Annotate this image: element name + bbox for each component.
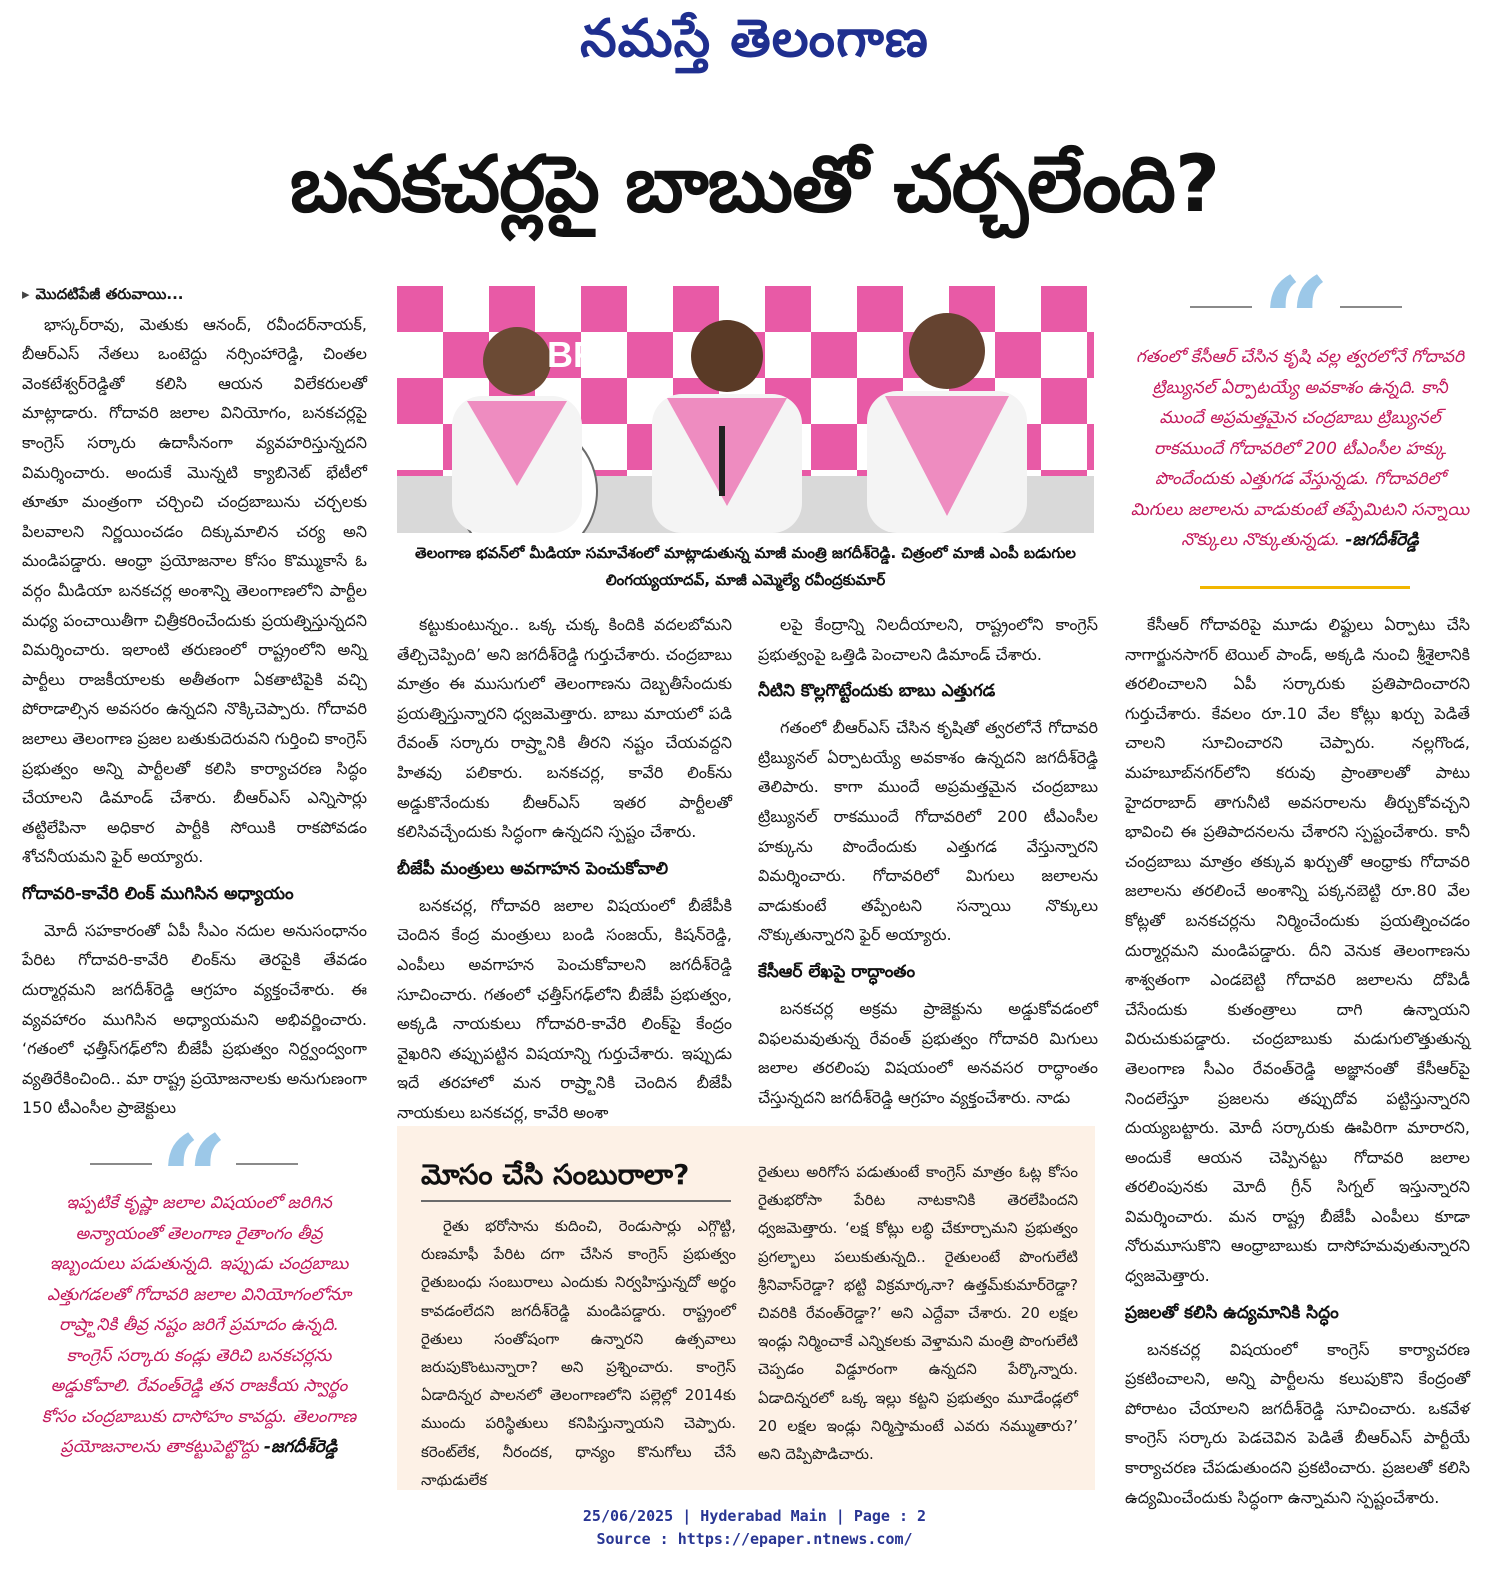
subheading: బీజేపీ మంత్రులు అవగాహన పెంచుకోవాలి — [397, 858, 669, 879]
pull-quote-author: -జగదీశ్‌రెడ్డి — [263, 1437, 338, 1457]
title-underline — [421, 1200, 731, 1202]
quote-divider-left — [90, 1163, 152, 1165]
quote-divider-left — [1190, 306, 1252, 308]
subheading: నీటిని కొల్లగొట్టేందుకు బాబు ఎత్తుగడ — [758, 681, 996, 702]
quote-open-icon: “ — [1262, 251, 1330, 390]
subheading: కేసీఆర్ లేఖపై రాద్ధాంతం — [758, 961, 916, 982]
quote-open-icon: “ — [160, 1109, 228, 1248]
quote-divider-right — [1340, 306, 1402, 308]
photo-illustration — [397, 286, 1094, 533]
footer-edition-info: 25/06/2025 | Hyderabad Main | Page : 2 — [582, 1507, 927, 1525]
continued-label — [22, 280, 367, 310]
quote-divider-right — [236, 1163, 298, 1165]
continued-text: మొదటిపేజీ తరువాయి... — [35, 285, 184, 303]
article-paragraph: లపై కేంద్రాన్ని నిలదీయాలని, రాష్ట్రంలోని కాంగ్రెస్ ప్రభుత్వంపై ఒత్తిడి పెంచాలని డిమాండ్ చేశారు. — [758, 615, 1098, 664]
quote-underline — [1200, 586, 1410, 589]
pull-quote-bottom — [40, 1188, 358, 1463]
column-2 — [397, 610, 732, 1128]
pull-quote-text: ఇప్పటికే కృష్ణా జలాల విషయంలో జరిగిన అన్యాయంతో తెలంగాణ రైతాంగం తీవ్ర ఇబ్బందులు పడుతున్నది. ఇప్పుడు చంద్రబాబు ఎత్తుగడలతో గోదావరి జలాల వినియోగంలోనూ రాష్ర్టానికి తీవ్ర నష్టం జరిగే ప్రమాదం ఉన్నది. కాంగ్రెస్ సర్కారు కండ్లు తెరిచి బనకచర్లను అడ్డుకోవాలి. రేవంత్‌రెడ్డి తన రాజకీయ స్వార్థం కోసం చంద్రబాబుకు దాసోహం కావద్దు. తెలంగాణ ప్రయోజనాలను తాకట్టుపెట్టొద్దు — [41, 1193, 357, 1457]
pull-quote-top — [1130, 342, 1470, 556]
article-paragraph: కేసీఆర్ గోదావరిపై మూడు లిఫ్టులు ఏర్పాటు చేసి నాగార్జునసాగర్ టెయిల్ పాండ్, అక్కడి నుంచి శ్రీశైలానికి తరలించాలని ఏపీ సర్కారుకు ప్రతిపాదించారని గుర్తుచేశారు. కేవలం రూ.10 వేల కోట్లు ఖర్చు పెడితే చాలని సూచించారని చెప్పారు. నల్లగొండ, మహబూబ్‌నగర్‌లోని కరువు ప్రాంతాలతో పాటు హైదరాబాద్ తాగునీటి అవసరాలను తీర్చుకోవచ్చని భావించి ఈ ప్రతిపాదనలను చేశారని స్పష్టంచేశారు. కానీ చంద్రబాబు మాత్రం తక్కువ ఖర్చుతో ఆంధ్రాకు గోదావరి జలాలను తరలించే అంశాన్ని పక్కనబెట్టి రూ.80 వేల కోట్లతో బనకచర్లను నిర్మించేందుకు ప్రయత్నించడం దుర్మార్గమని మండిపడ్డారు. దీని వెనుక తెలంగాణను శాశ్వతంగా ఎండబెట్టి గోదావరి జలాలను దోపిడీ చేసేందుకు కుతంత్రాలు దాగి ఉన్నాయని విరుచుకుపడ్డారు. చంద్రబాబుకు మడుగులొత్తుతున్న తెలంగాణ సీఎం రేవంత్‌రెడ్డి అజ్ఞానంతో కేసీఆర్‌పై నిందలేస్తూ ప్రజలను తప్పుదోవ పట్టిస్తున్నారని దుయ్యబట్టారు. మోదీ సర్కారుకు ఊపిరిగా మారారని, అందుకే ఆయన చెప్పినట్టు గోదావరి జలాల తరలింపునకు మోదీ గ్రీన్ సిగ్నల్ ఇస్తున్నారని విమర్శించారు. మన రాష్ట్ర బీజేపీ ఎంపీలు కూడా నోరుమూసుకొని ఆంధ్రాబాబుకు దాసోహమవుతున్నారని ధ్వజమెత్తారు. — [1125, 615, 1470, 1286]
pull-quote-author: -జగదీశ్‌రెడ్డి — [1345, 530, 1419, 550]
article-paragraph: గతంలో బీఆర్‌ఎస్ చేసిన కృషితో త్వరలోనే గోదావరి ట్రిబ్యునల్ ఏర్పాటయ్యే అవకాశం ఉన్నదని జగదీశ్‌రెడ్డి తెలిపారు. కాగా ముందే అప్రమత్తమైన చంద్రబాబు ట్రిబ్యునల్ రాకముందే గోదావరిలో 200 టీఎంసీల హక్కును పొందేందుకు ఎత్తుగడ వేస్తున్నారని విమర్శించారు. గోదావరిలో మిగులు జలాలను వాడుకుంటే తప్పేంటని సన్నాయి నొక్కులు నొక్కుతున్నారని ఫైర్ అయ్యారు. — [758, 718, 1098, 945]
photo-caption: తెలంగాణ భవన్‌లో మీడియా సమావేశంలో మాట్లాడుతున్న మాజీ మంత్రి జగదీశ్‌రెడ్డి. చిత్రంలో మాజీ ఎంపీ బడుగుల లింగయ్యయాదవ్, మాజీ ఎమ్మెల్యే రవీంద్రకుమార్ — [415, 544, 1076, 589]
column-1 — [22, 280, 367, 1123]
headline: బనకచర్లపై బాబుతో చర్చలేంది? — [289, 140, 1220, 230]
sidebar-story-right — [758, 1158, 1078, 1468]
footer-source: Source : https://epaper.ntnews.com/ — [596, 1530, 913, 1548]
article-paragraph: బనకచర్ల, గోదావరి జలాల విషయంలో బీజేపీకి చెందిన కేంద్ర మంత్రులు బండి సంజయ్, కిషన్‌రెడ్డి, ఎంపీలు అవగాహన పెంచుకోవాలని జగదీశ్‌రెడ్డి సూచించారు. గతంలో ఛత్తీస్‌గఢ్‌లోని బీజేపీ ప్రభుత్వం, అక్కడి నాయకులు గోదావరి-కావేరి లింక్‌పై కేంద్రం వైఖరిని తప్పుపట్టిన విషయాన్ని గుర్తుచేశారు. ఇప్పుడు ఇదే తరహాలో మన రాష్ర్టానికి చెందిన బీజేపీ నాయకులు బనకచర్ల, కావేరి అంశా — [397, 895, 732, 1122]
article-paragraph: కట్టుకుంటున్నం.. ఒక్క చుక్క కిందికి వదలబోమని తేల్చిచెప్పింది’ అని జగదీశ్‌రెడ్డి గుర్తుచేశారు. చంద్రబాబు మాత్రం ఈ ముసుగులో తెలంగాణను దెబ్బతీసేందుకు ప్రయత్నిస్తున్నారని ధ్వజమెత్తారు. బాబు మాయలో పడి రేవంత్ సర్కారు రాష్ర్టానికి తీరని నష్టం చేయవద్దని హితవు పలికారు. బనకచర్ల, కావేరి లింక్‌ను అడ్డుకొనేందుకు బీఆర్‌ఎస్ ఇతర పార్టీలతో కలిసివచ్చేందుకు సిద్ధంగా ఉన్నదని స్పష్టం చేశారు. — [397, 615, 732, 842]
subheading: గోదావరి-కావేరి లింక్ ముగిసిన అధ్యాయం — [22, 883, 294, 904]
pull-quote-text: గతంలో కేసీఆర్ చేసిన కృషి వల్ల త్వరలోనే గోదావరి ట్రిబ్యునల్ ఏర్పాటయ్యే అవకాశం ఉన్నది. కానీ ముందే అప్రమత్తమైన చంద్రబాబు ట్రిబ్యునల్ రాకముందే గోదావరిలో 200 టీఎంసీల హక్కు పొందేందుకు ఎత్తుగడ వేస్తున్నడు. గోదావరిలో మిగులు జలాలను వాడుకుంటే తప్పేమిటని సన్నాయి నొక్కులు నొక్కుతున్నడు. — [1130, 347, 1470, 550]
sidebar-story-left — [421, 1212, 736, 1494]
sidebar-story-title: మోసం చేసి సంబురాలా? — [421, 1158, 690, 1191]
triangle-icon: ▸ — [22, 285, 30, 303]
subheading: ప్రజలతో కలిసి ఉద్యమానికి సిద్ధం — [1125, 1302, 1339, 1323]
photo-brand-text: BRS — [547, 334, 624, 375]
column-3 — [758, 610, 1098, 1112]
press-meet-photo — [397, 286, 1094, 533]
article-paragraph: బనకచర్ల విషయంలో కాంగ్రెస్ కార్యాచరణ ప్రకటించాలని, అన్ని పార్టీలను కలుపుకొని కేంద్రంతో పోరాటం చేయాలని జగదీశ్‌రెడ్డి సూచించారు. ఒకవేళ కాంగ్రెస్ సర్కారు పెడచెవిన పెడితే బీఆర్‌ఎస్ పార్టీయే కార్యాచరణ చేపడుతుందని ప్రకటించారు. ప్రజలతో కలిసి ఉద్యమించేందుకు సిద్ధంగా ఉన్నామని స్పష్టంచేశారు. — [1125, 1339, 1470, 1507]
article-paragraph: మోదీ సహకారంతో ఏపీ సీఎం నదుల అనుసంధానం పేరిట గోదావరి-కావేరి లింక్‌ను తెరపైకి తేవడం దుర్మార్గమని జగదీశ్‌రెడ్డి ఆగ్రహం వ్యక్తంచేశారు. ఈ వ్యవహారం ముగిసిన అధ్యాయమని అభివర్ణించారు. ‘గతంలో ఛత్తీస్‌గఢ్‌లోని బీజేపీ ప్రభుత్వం నిర్ద్వంద్వంగా వ్యతిరేకించింది.. మా రాష్ట్ర ప్రయోజనాలకు అనుగుణంగా 150 టీఎంసీల ప్రాజెక్టులు — [22, 920, 367, 1118]
article-paragraph: భాస్కర్‌రావు, మెతుకు ఆనంద్, రవీందర్‌నాయక్, బీఆర్‌ఎస్ నేతలు ఒంటెద్దు నర్సింహారెడ్డి, చింతల వెంకటేశ్వర్‌రెడ్డితో కలిసి ఆయన విలేకరులతో మాట్లాడారు. గోదావరి జలాల వినియోగం, బనకచర్లపై కాంగ్రెస్ సర్కారు ఉదాసీనంగా వ్యవహరిస్తున్నదని విమర్శించారు. అందుకే మొన్నటి క్యాబినెట్ భేటీలో తూతూ మంత్రంగా చర్చించి చంద్రబాబును చర్చలకు పిలవాలని నిర్ణయించడం దిక్కుమాలిన చర్య అని మండిపడ్డారు. ఆంధ్రా ప్రయోజనాల కోసం కొమ్ముకాసే ఓ వర్గం మీడియా బనకచర్ల అంశాన్ని తెలంగాణలోని పార్టీల మధ్య పంచాయితీగా చిత్రీకరించేందుకు ప్రయత్నిస్తున్నదని విమర్శించారు. ఇలాంటి తరుణంలో రాష్ట్రంలోని అన్ని పార్టీలు రాజకీయాలకు అతీతంగా ఏకతాటిపైకి వచ్చి పోరాడాల్సిన అవసరం ఉన్నదని నొక్కిచెప్పారు. గోదావరి జలాలు తెలంగాణ ప్రజల బతుకుదెరువని గుర్తించి కాంగ్రెస్ ప్రభుత్వం అన్ని పార్టీలతో కలిసి కార్యాచరణ సిద్ధం చేయాలని డిమాండ్ చేశారు. బీఆర్‌ఎస్ ఎన్నిసార్లు తట్టిలేపినా అధికార పార్టీకి సోయికి రాకపోవడం శోచనీయమని ఫైర్ అయ్యారు. — [22, 314, 367, 867]
article-paragraph: బనకచర్ల అక్రమ ప్రాజెక్టును అడ్డుకోవడంలో విఫలమవుతున్న రేవంత్ ప్రభుత్వం గోదావరి మిగులు జలాల తరలింపు విషయంలో అనవసర రాద్ధాంతం చేస్తున్నదని జగదీశ్‌రెడ్డి ఆగ్రహం వ్యక్తంచేశారు. నాడు — [758, 998, 1098, 1107]
article-paragraph: రైతులు అరిగోస పడుతుంటే కాంగ్రెస్ మాత్రం ఓట్ల కోసం రైతుభరోసా పేరిట నాటకానికి తెరలేపిందని ధ్వజమెత్తారు. ‘లక్ష కోట్లు లబ్ధి చేకూర్చామని ప్రభుత్వం ప్రగల్భాలు పలుకుతున్నది.. రైతులంటే పొంగులేటి శ్రీనివాస్‌రెడ్డా? భట్టి విక్రమార్కనా? ఉత్తమ్‌కుమార్‌రెడ్డా? చివరికి రేవంత్‌రెడ్డా?’ అని ఎద్దేవా చేశారు. 20 లక్షల ఇండ్లు నిర్మించాకే ఎన్నికలకు వెళ్తామని మంత్రి పొంగులేటి చెప్పడం విడ్డూరంగా ఉన్నదని పేర్కొన్నారు. ఏడాదిన్నరలో ఒక్క ఇల్లు కట్టని ప్రభుత్వం మూడేండ్లలో 20 లక్షల ఇండ్లు నిర్మిస్తామంటే ఎవరు నమ్ముతారు?’ అని దెప్పిపొడిచారు. — [758, 1163, 1078, 1464]
column-4 — [1125, 610, 1470, 1512]
masthead-logo: నమస్తే తెలంగాణ — [580, 8, 929, 69]
article-paragraph: రైతు భరోసాను కుదించి, రెండుసార్లు ఎగ్గొట్టి, రుణమాఫీ పేరిట దగా చేసిన కాంగ్రెస్ ప్రభుత్వం రైతుబంధు సంబురాలు ఎందుకు నిర్వహిస్తున్నదో అర్థం కావడంలేదని జగదీశ్‌రెడ్డి మండిపడ్డారు. రాష్ట్రంలో రైతులు సంతోషంగా ఉన్నారని ఉత్సవాలు జరుపుకొంటున్నారా? అని ప్రశ్నించారు. కాంగ్రెస్ ఏడాదిన్నర పాలనలో తెలంగాణలోని పల్లెల్లో 2014కు ముందు పరిస్థితులు కనిపిస్తున్నాయని చెప్పారు. కరెంట్‌లేక, నీరందక, ధాన్యం కొనుగోలు చేసే నాథుడులేక — [421, 1217, 736, 1489]
